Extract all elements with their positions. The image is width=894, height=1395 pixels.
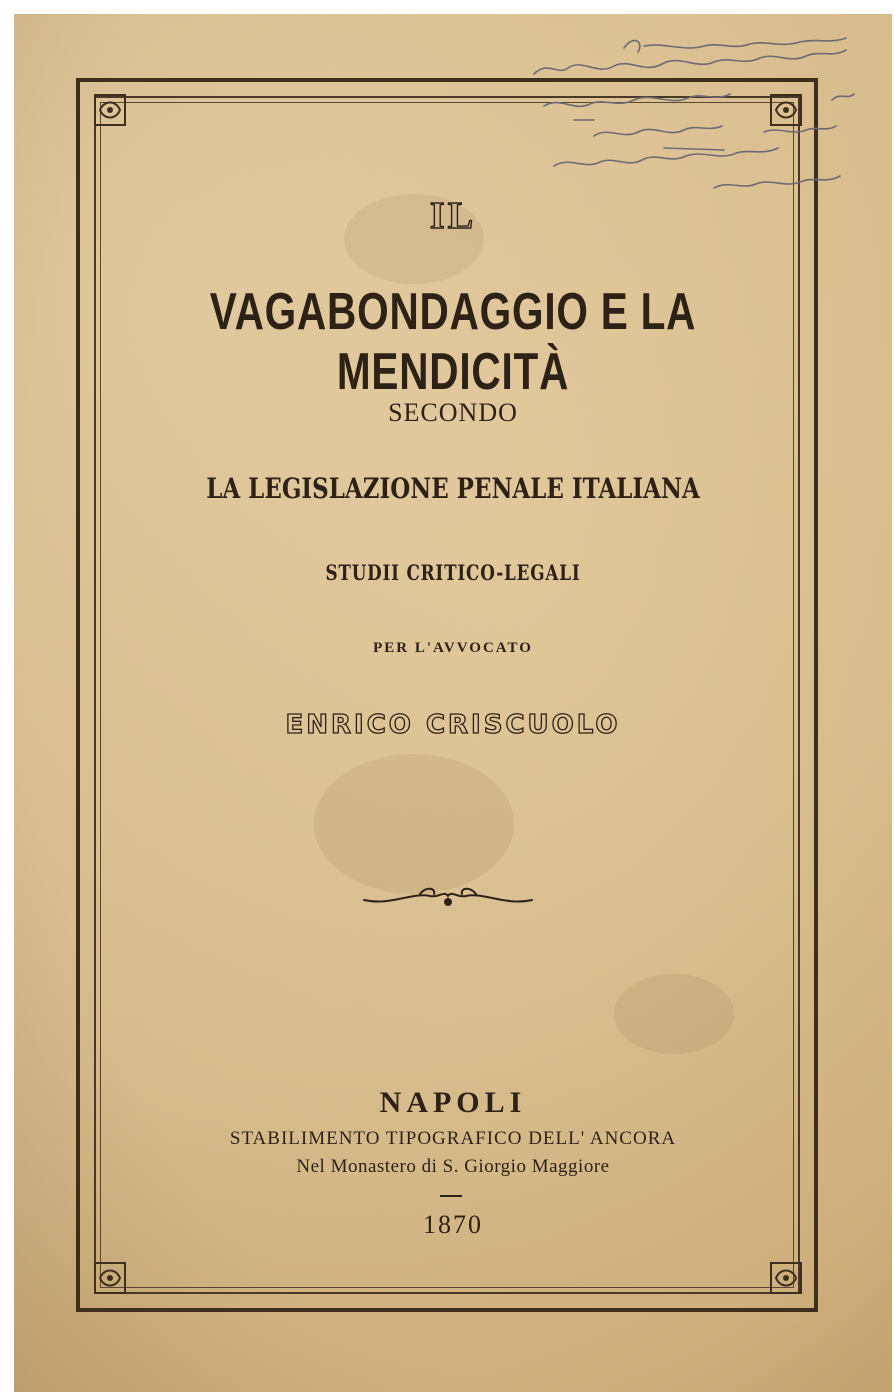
corner-ornament-icon bbox=[92, 1260, 128, 1296]
printer-address: Nel Monastero di S. Giorgio Maggiore bbox=[296, 1156, 610, 1177]
publication-year: 1870 bbox=[423, 1210, 483, 1239]
title-article: IL bbox=[429, 195, 477, 237]
publication-city: NAPOLI bbox=[379, 1086, 527, 1119]
divider bbox=[440, 1195, 462, 1197]
title-connector: SECONDO bbox=[388, 398, 518, 427]
title-main: VAGABONDAGGIO E LA MENDICITÀ bbox=[209, 283, 697, 401]
byline: PER L'AVVOCATO bbox=[373, 640, 533, 656]
scroll-ornament-icon bbox=[360, 882, 536, 910]
title-subject: LA LEGISLAZIONE PENALE ITALIANA bbox=[206, 472, 700, 505]
printer-name: STABILIMENTO TIPOGRAFICO DELL' ANCORA bbox=[229, 1128, 677, 1149]
author-name: ENRICO CRISCUOLO bbox=[285, 710, 621, 740]
book-cover bbox=[14, 14, 892, 1392]
handwritten-dedication bbox=[514, 28, 894, 198]
corner-ornament-icon bbox=[92, 92, 128, 128]
subtitle: STUDII CRITICO-LEGALI bbox=[325, 560, 581, 585]
corner-ornament-icon bbox=[768, 1260, 804, 1296]
